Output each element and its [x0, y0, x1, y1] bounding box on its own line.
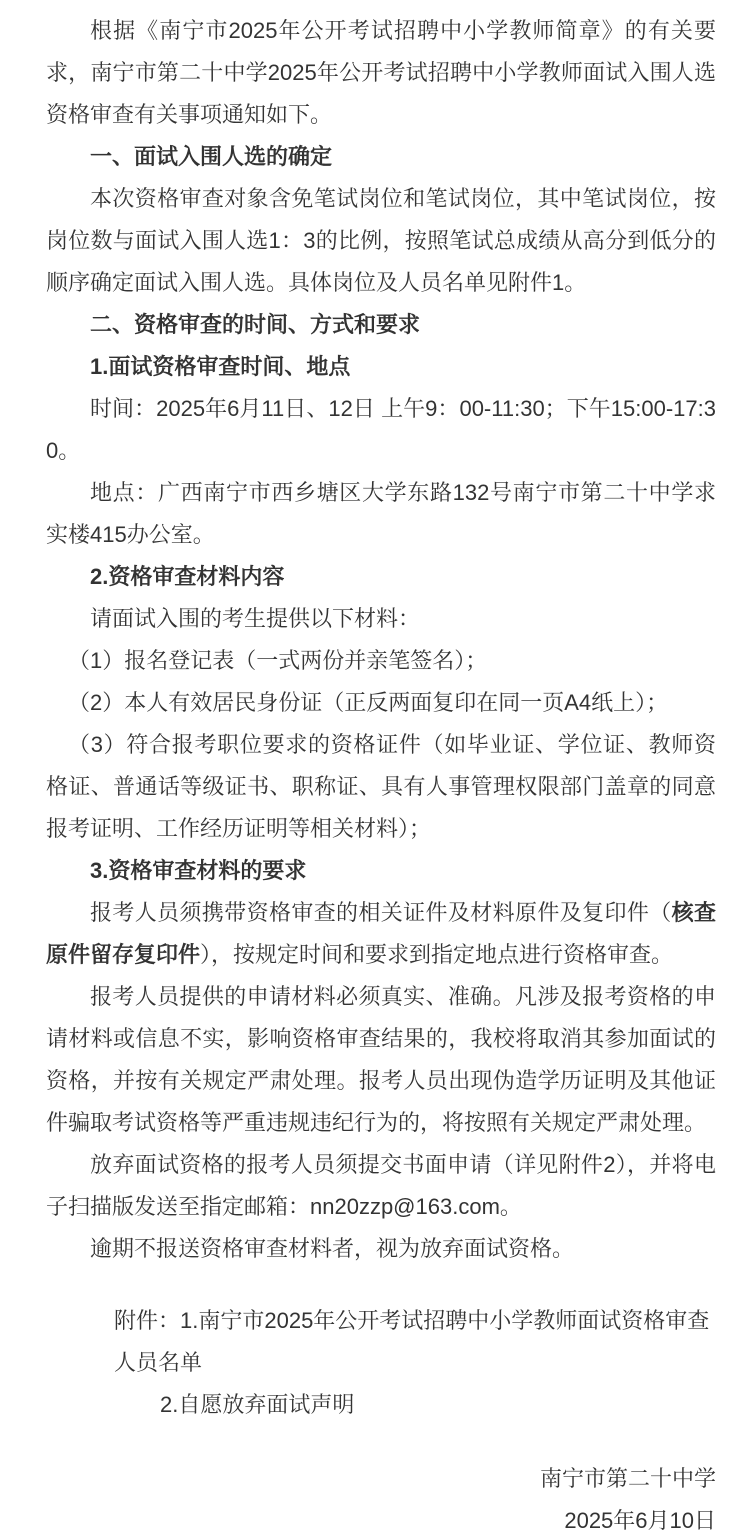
paragraph-location: 地点：广西南宁市西乡塘区大学东路132号南宁市第二十中学求实楼415办公室。	[46, 480, 716, 547]
sub-heading-2: 2.资格审查材料内容	[90, 564, 285, 589]
list-item-2: （2）本人有效居民身份证（正反两面复印在同一页A4纸上）；	[68, 690, 669, 715]
signoff-org: 南宁市第二十中学	[539, 1466, 716, 1491]
paragraph-materials-lead: 请面试入围的考生提供以下材料：	[90, 606, 421, 631]
paragraph-time: 时间：2025年6月11日、12日 上午9：00-11:30；下午15:00-17:30。	[46, 396, 716, 463]
paragraph-authenticity: 报考人员提供的申请材料必须真实、准确。凡涉及报考资格的申请材料或信息不实，影响资格审查结果的，我校将取消其参加面试的资格，并按有关规定严肃处理。报考人员出现伪造学历证明及其他证件骗取考试资格等严重违规违纪行为的，将按照有关规定严肃处理。	[46, 984, 716, 1135]
attachment-item-2	[46, 1384, 716, 1426]
section-heading-2: 二、资格审查的时间、方式和要求	[90, 312, 421, 337]
sub-heading-3: 3.资格审查材料的要求	[90, 858, 307, 883]
attachment-item-1-text: 1.南宁市2025年公开考试招聘中小学教师面试资格审查人员名单	[114, 1308, 710, 1375]
paragraph-requirements: 报考人员须携带资格审查的相关证件及材料原件及复印件（核查原件留存复印件），按规定时间和要求到指定地点进行资格审查。	[46, 900, 716, 967]
signoff-date: 2025年6月10日	[564, 1508, 716, 1533]
paragraph-selection: 本次资格审查对象含免笔试岗位和笔试岗位，其中笔试岗位，按岗位数与面试入围人选1：3的比例，按照笔试总成绩从高分到低分的顺序确定面试入围人选。具体岗位及人员名单见附件1。	[46, 186, 716, 295]
list-item-1: （1）报名登记表（一式两份并亲笔签名）；	[68, 648, 488, 673]
section-heading-1: 一、面试入围人选的确定	[90, 144, 333, 169]
paragraph-intro: 根据《南宁市2025年公开考试招聘中小学教师简章》的有关要求，南宁市第二十中学2025年公开考试招聘中小学教师面试入围人选资格审查有关事项通知如下。	[46, 18, 716, 127]
paragraph-deadline: 逾期不报送资格审查材料者，视为放弃面试资格。	[90, 1236, 575, 1261]
sub-heading-1: 1.面试资格审查时间、地点	[90, 354, 351, 379]
attachment-label: 附件：	[114, 1308, 181, 1333]
signoff-block	[46, 1458, 716, 1537]
attachment-item-2-text: 2.自愿放弃面试声明	[160, 1392, 355, 1417]
paragraph-waiver: 放弃面试资格的报考人员须提交书面申请（详见附件2），并将电子扫描版发送至指定邮箱：nn20zzp@163.com。	[46, 1152, 716, 1219]
attachment-block	[46, 1300, 716, 1426]
document-body	[46, 10, 716, 1270]
list-item-3: （3）符合报考职位要求的资格证件（如毕业证、学位证、教师资格证、普通话等级证书、职称证、具有人事管理权限部门盖章的同意报考证明、工作经历证明等相关材料）；	[46, 732, 716, 841]
attachment-item-1	[46, 1300, 716, 1384]
